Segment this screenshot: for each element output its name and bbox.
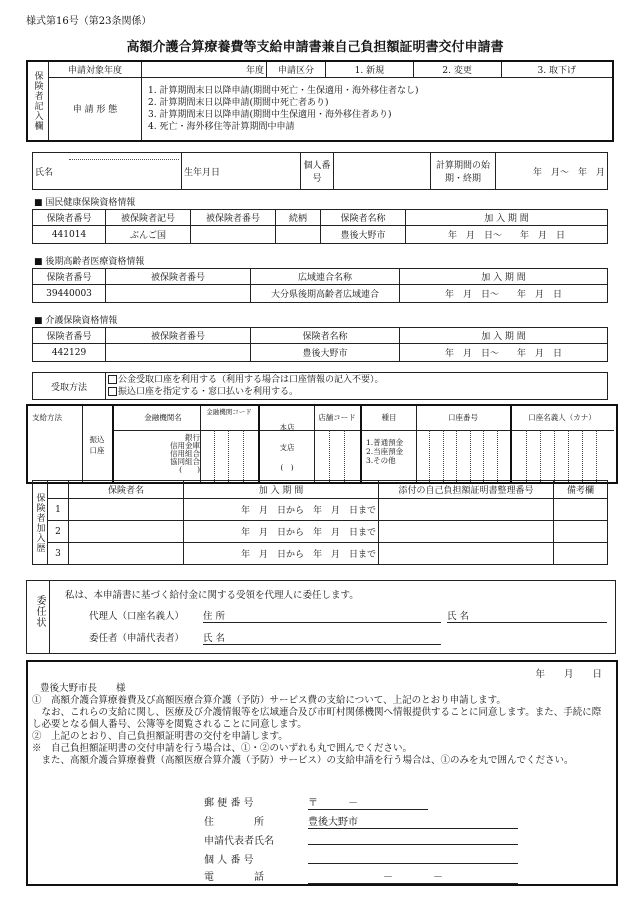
- birth-label: 生年月日: [182, 153, 231, 190]
- form-type-option-3[interactable]: 3. 計算期間末日以降申請(期間中生保適用・海外移住者あり): [148, 109, 392, 120]
- history-cert-field[interactable]: [379, 499, 554, 521]
- agent-label: 代理人（口座名義人）: [89, 611, 185, 622]
- phone-field[interactable]: － －: [308, 868, 518, 884]
- mynumber-field[interactable]: [308, 851, 518, 864]
- history-h-cert: 添付の自己負担額証明書整理番号: [379, 481, 554, 499]
- bank-code-label: 金融機関コード: [206, 408, 252, 416]
- declaration-p2: ② 上記のとおり、自己負担額証明書の交付を申請します。: [32, 731, 288, 742]
- care-h-number: 被保険者番号: [106, 328, 251, 344]
- delegator-name-label: 氏 名: [203, 633, 226, 644]
- nhi-insurer-name: 豊後大野市: [321, 226, 406, 244]
- history-insurer-field[interactable]: [69, 499, 184, 521]
- elderly-insurer-no: 39440003: [33, 285, 106, 303]
- year-label: 申請対象年度: [49, 61, 142, 77]
- account-number-label: 口座番号: [448, 413, 478, 422]
- account-kind-label: 種目: [381, 413, 397, 422]
- declaration-p1: ① 高額介護合算療養費及び高額医療合算介護（予防）サービス費の支給について、上記のとおり申請します。: [32, 695, 506, 706]
- nhi-h-insurer-no: 保険者番号: [33, 210, 106, 226]
- year-field[interactable]: [142, 61, 267, 77]
- care-insurer-no: 442129: [33, 344, 106, 362]
- elderly-h-union: 広域連合名称: [251, 269, 400, 285]
- elderly-number[interactable]: [106, 285, 251, 303]
- receipt-label: 受取方法: [33, 373, 106, 400]
- delegator-name-field[interactable]: [203, 630, 441, 645]
- nhi-symbol: ぶんご国: [106, 226, 191, 244]
- form-title: 高額介護合算療養費等支給申請書兼自己負担額証明書交付申請書: [126, 40, 504, 55]
- form-number: 様式第16号（第23条関係）: [26, 16, 152, 27]
- nhi-table: [32, 209, 608, 244]
- receipt-option-transfer[interactable]: [108, 386, 605, 398]
- nhi-period[interactable]: 年 月 日～ 年 月 日: [406, 226, 608, 244]
- number-field[interactable]: [334, 153, 431, 190]
- elderly-table: [32, 268, 608, 303]
- elderly-period[interactable]: 年 月 日～ 年 月 日: [400, 285, 608, 303]
- care-insurer-name: 豊後大野市: [251, 344, 400, 362]
- category-label: 申請区分: [267, 61, 326, 77]
- history-row-no: 2: [48, 521, 69, 543]
- history-cert-field[interactable]: [379, 521, 554, 543]
- history-remarks-field[interactable]: [554, 543, 608, 565]
- form-type-options[interactable]: [142, 77, 614, 141]
- delegation-text: 私は、本申請書に基づく給付金に関する受領を代理人に委任します。: [65, 590, 359, 601]
- category-option-withdraw[interactable]: 3. 取下げ: [501, 61, 613, 77]
- category-option-new[interactable]: 1. 新規: [326, 61, 414, 77]
- branch-code-label: 店舗コード: [318, 413, 356, 422]
- nhi-h-symbol: 被保険者記号: [106, 210, 191, 226]
- nhi-insurer-no: 441014: [33, 226, 106, 244]
- postal-label: 郵 便 番 号: [204, 798, 254, 809]
- addressee: 豊後大野市長 様: [40, 683, 126, 694]
- agent-address-label: 住 所: [203, 611, 226, 622]
- receipt-option-public-text: 公金受取口座を利用する（利用する場合は口座情報の記入不要）。: [118, 375, 384, 385]
- history-side-label: 保険者加入歴: [34, 492, 45, 553]
- delegation-block: [26, 580, 616, 654]
- bank-block: [26, 404, 618, 484]
- address-field[interactable]: 豊後大野市: [308, 813, 518, 829]
- declaration-p3: ※ 自己負担額証明書の交付申請を行う場合は、①・②のいずれも丸で囲んでください。: [32, 743, 413, 754]
- account-kind-options[interactable]: 1.普通預金 2.当座預金 3.その他: [366, 438, 404, 465]
- history-h-period: 加 入 期 間: [184, 481, 379, 499]
- history-row-no: 3: [48, 543, 69, 565]
- delegation-side-label: 委任状: [34, 595, 45, 628]
- postal-field[interactable]: 〒 －: [308, 794, 428, 810]
- application-date[interactable]: 年 月 日: [535, 669, 602, 680]
- history-insurer-field[interactable]: [69, 543, 184, 565]
- checkbox-public[interactable]: [108, 375, 117, 384]
- history-h-insurer: 保険者名: [69, 481, 184, 499]
- bank-transfer-label: 振込口座: [89, 435, 105, 455]
- elderly-h-number: 被保険者番号: [106, 269, 251, 285]
- agent-name-label: 氏 名: [447, 611, 470, 622]
- declaration-p3b: また、高額介護合算療養費（高額医療合算介護（予防）サービス）の支給申請を行う場合は、①のみを丸で囲んでください。: [32, 755, 574, 766]
- nhi-heading: ■ 国民健康保険資格情報: [34, 198, 136, 208]
- history-cert-field[interactable]: [379, 543, 554, 565]
- address-label: 住 所: [204, 817, 264, 828]
- agent-address-field[interactable]: [203, 608, 441, 623]
- checkbox-transfer[interactable]: [108, 387, 117, 396]
- receipt-option-public[interactable]: [108, 374, 605, 386]
- elderly-h-insurer-no: 保険者番号: [33, 269, 106, 285]
- branch-type-options[interactable]: 本店 支店 ( ): [279, 423, 295, 472]
- elderly-union: 大分県後期高齢者広域連合: [251, 285, 400, 303]
- history-period-field[interactable]: 年 月 日から 年 月 日まで: [184, 521, 379, 543]
- history-insurer-field[interactable]: [69, 521, 184, 543]
- representative-field[interactable]: [308, 832, 518, 845]
- account-holder-label: 口座名義人（カナ）: [528, 413, 596, 422]
- receipt-option-transfer-text: 振込口座を指定する・窓口払いを利用する。: [118, 387, 299, 397]
- history-remarks-field[interactable]: [554, 521, 608, 543]
- phone-label: 電 話: [204, 872, 264, 883]
- nhi-number[interactable]: [191, 226, 276, 244]
- category-option-change[interactable]: 2. 変更: [413, 61, 501, 77]
- nhi-relation[interactable]: [276, 226, 321, 244]
- mynumber-label: 個 人 番 号: [204, 855, 254, 866]
- period-label: 計算期間の始期・終期: [431, 153, 496, 190]
- form-type-label: 申 請 形 態: [49, 77, 142, 141]
- person-row: [32, 152, 608, 190]
- bank-name-label: 金融機関名: [144, 413, 182, 422]
- care-number[interactable]: [106, 344, 251, 362]
- insurer-block: [26, 60, 614, 142]
- year-unit: 年度: [245, 65, 264, 76]
- bank-type-options[interactable]: 銀行 信用金庫 信用組合 協同組合 ( ): [170, 433, 200, 474]
- declaration-p1b: なお、これらの支給に関し、医療及び介護情報等を広域連合及び市町村関係機関へ情報提供することに同意します。また、手続に際し必要となる個人番号、公簿等を閲覧されることに同意します。: [32, 707, 602, 730]
- care-h-insurer-no: 保険者番号: [33, 328, 106, 344]
- period-field[interactable]: 年 月～ 年 月: [496, 153, 608, 190]
- number-label: 個人番号: [301, 153, 334, 190]
- form-type-option-1[interactable]: 1. 計算期間末日以降申請(期間中死亡・生保適用・海外移住者なし): [148, 85, 419, 96]
- name-label: 氏名: [33, 153, 68, 190]
- birth-field[interactable]: [230, 153, 301, 190]
- insurer-side-label: 保険者記入欄: [32, 71, 43, 131]
- elderly-h-period: 加 入 期 間: [400, 269, 608, 285]
- form-type-option-4[interactable]: 4. 死亡・海外移住等計算期間中申請: [148, 121, 295, 132]
- history-table: [32, 480, 608, 565]
- declaration-block: [26, 660, 618, 886]
- delegator-label: 委任者（申請代表者）: [89, 633, 185, 644]
- history-period-field[interactable]: 年 月 日から 年 月 日まで: [184, 543, 379, 565]
- history-period-field[interactable]: 年 月 日から 年 月 日まで: [184, 499, 379, 521]
- receipt-method: [32, 372, 608, 400]
- care-table: [32, 327, 608, 362]
- care-heading: ■ 介護保険資格情報: [34, 316, 118, 326]
- care-period[interactable]: 年 月 日～ 年 月 日: [400, 344, 608, 362]
- nhi-h-period: 加 入 期 間: [406, 210, 608, 226]
- history-remarks-field[interactable]: [554, 499, 608, 521]
- history-h-remarks: 備考欄: [554, 481, 608, 499]
- care-h-period: 加 入 期 間: [400, 328, 608, 344]
- bank-method-label: 支給方法: [32, 413, 62, 422]
- name-field[interactable]: [67, 153, 182, 190]
- nhi-h-relation: 続柄: [276, 210, 321, 226]
- representative-label: 申請代表者氏名: [204, 836, 274, 847]
- form-type-option-2[interactable]: 2. 計算期間末日以降申請(期間中死亡者あり): [148, 97, 329, 108]
- history-row-no: 1: [48, 499, 69, 521]
- care-h-insurer-name: 保険者名称: [251, 328, 400, 344]
- agent-name-field[interactable]: [447, 608, 607, 623]
- nhi-h-number: 被保険者番号: [191, 210, 276, 226]
- elderly-heading: ■ 後期高齢者医療資格情報: [34, 257, 145, 267]
- nhi-h-insurer-name: 保険者名称: [321, 210, 406, 226]
